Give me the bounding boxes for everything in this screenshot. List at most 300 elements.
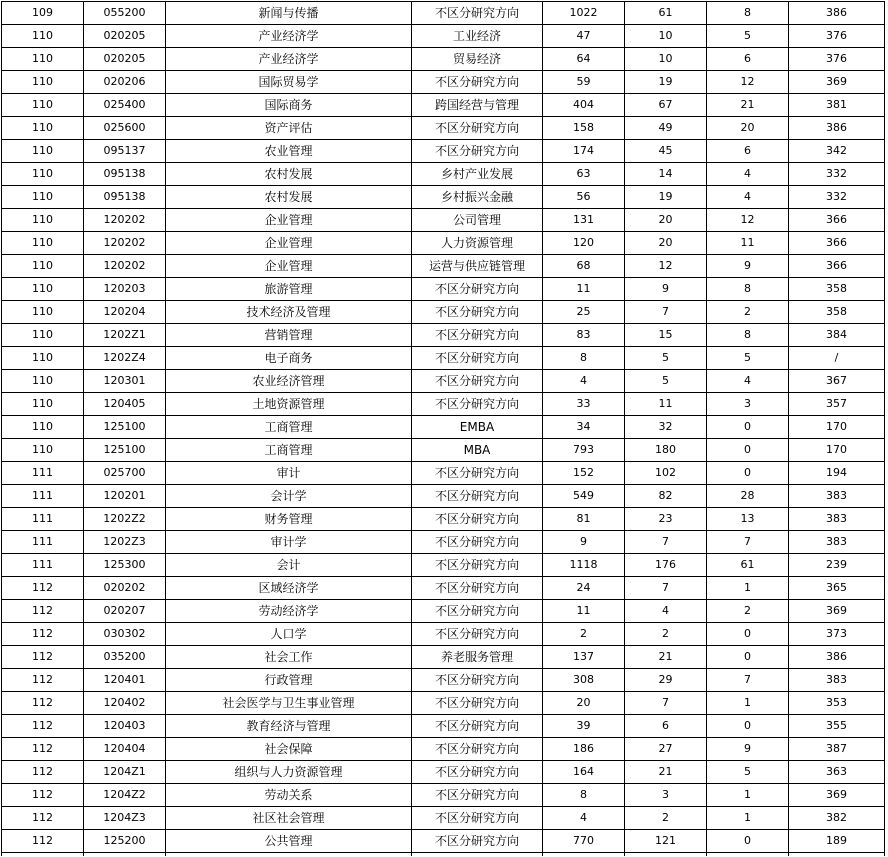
unit-code-cell: 111 — [2, 462, 84, 485]
major-name-cell: 土地资源管理 — [166, 393, 412, 416]
exempt-cell: 4 — [707, 370, 789, 393]
exempt-cell: 0 — [707, 830, 789, 853]
exempt-cell: 1 — [707, 692, 789, 715]
table-row — [2, 646, 885, 669]
applicants-cell: 39 — [543, 715, 625, 738]
applicants-cell: 793 — [543, 439, 625, 462]
research-direction-cell: 不区分研究方向 — [412, 738, 543, 761]
major-name-cell: 人口学 — [166, 623, 412, 646]
exempt-cell: 1 — [707, 784, 789, 807]
exempt-cell: 0 — [707, 439, 789, 462]
table-row — [2, 623, 885, 646]
research-direction-cell: 不区分研究方向 — [412, 669, 543, 692]
major-code-cell: 025400 — [84, 94, 166, 117]
admitted-cell: 61 — [625, 2, 707, 25]
admitted-cell: 7 — [625, 531, 707, 554]
applicants-cell: 4 — [543, 807, 625, 830]
major-name-cell: 行政管理 — [166, 669, 412, 692]
applicants-cell: 120 — [543, 232, 625, 255]
unit-code-cell: 112 — [2, 784, 84, 807]
major-code-cell: 095138 — [84, 163, 166, 186]
unit-code-cell: 110 — [2, 71, 84, 94]
cutoff-score-cell: 367 — [789, 370, 885, 393]
table-row — [2, 25, 885, 48]
cutoff-score-cell: 353 — [789, 692, 885, 715]
exempt-cell: 0 — [707, 715, 789, 738]
admitted-cell: 180 — [625, 439, 707, 462]
exempt-cell: 1 — [707, 807, 789, 830]
cutoff-score-cell: 383 — [789, 508, 885, 531]
admitted-cell: 10 — [625, 25, 707, 48]
major-code-cell: 120204 — [84, 301, 166, 324]
applicants-cell: 186 — [543, 738, 625, 761]
admitted-cell: 4 — [625, 600, 707, 623]
exempt-cell: 5 — [707, 25, 789, 48]
table-row — [2, 715, 885, 738]
research-direction-cell: 不区分研究方向 — [412, 830, 543, 853]
major-name-cell: 农村发展 — [166, 163, 412, 186]
admitted-cell: 15 — [625, 324, 707, 347]
major-code-cell: 025600 — [84, 117, 166, 140]
unit-code-cell: 110 — [2, 255, 84, 278]
exempt-cell: 3 — [707, 393, 789, 416]
applicants-cell: 137 — [543, 646, 625, 669]
research-direction-cell: 不区分研究方向 — [412, 715, 543, 738]
major-code-cell: 020202 — [84, 577, 166, 600]
cutoff-score-cell: 384 — [789, 324, 885, 347]
admitted-cell: 27 — [625, 738, 707, 761]
major-name-cell: 营销管理 — [166, 324, 412, 347]
exempt-cell: 28 — [707, 485, 789, 508]
major-code-cell: 025700 — [84, 462, 166, 485]
cutoff-score-cell: 170 — [789, 416, 885, 439]
major-code-cell: 095137 — [84, 140, 166, 163]
exempt-cell: 9 — [707, 255, 789, 278]
applicants-cell: 8 — [543, 347, 625, 370]
exempt-cell: 2 — [707, 301, 789, 324]
research-direction-cell: 不区分研究方向 — [412, 692, 543, 715]
table-row — [2, 508, 885, 531]
research-direction-cell: 不区分研究方向 — [412, 462, 543, 485]
cutoff-score-cell: 386 — [789, 117, 885, 140]
table-row — [2, 554, 885, 577]
admitted-cell: 21 — [625, 761, 707, 784]
applicants-cell: 20 — [543, 692, 625, 715]
exempt-cell: 11 — [707, 232, 789, 255]
admitted-cell: 6 — [625, 715, 707, 738]
major-name-cell: 社会工作 — [166, 646, 412, 669]
cutoff-score-cell: 387 — [789, 738, 885, 761]
table-row — [2, 439, 885, 462]
unit-code-cell: 110 — [2, 393, 84, 416]
major-name-cell: 农业经济管理 — [166, 370, 412, 393]
research-direction-cell: 不区分研究方向 — [412, 554, 543, 577]
unit-code-cell: 111 — [2, 508, 84, 531]
cutoff-score-cell: 363 — [789, 761, 885, 784]
exempt-cell: 5 — [707, 347, 789, 370]
exempt-cell: 2 — [707, 600, 789, 623]
cutoff-score-cell: 366 — [789, 232, 885, 255]
exempt-cell: 20 — [707, 117, 789, 140]
admitted-cell: 7 — [625, 692, 707, 715]
empty-cell — [625, 853, 707, 857]
applicants-cell: 174 — [543, 140, 625, 163]
exempt-cell: 61 — [707, 554, 789, 577]
research-direction-cell: 不区分研究方向 — [412, 485, 543, 508]
applicants-cell: 770 — [543, 830, 625, 853]
applicants-cell: 4 — [543, 370, 625, 393]
unit-code-cell: 110 — [2, 25, 84, 48]
table-row — [2, 347, 885, 370]
admitted-cell: 5 — [625, 370, 707, 393]
table-row — [2, 738, 885, 761]
major-code-cell: 120403 — [84, 715, 166, 738]
exempt-cell: 0 — [707, 462, 789, 485]
table-row — [2, 807, 885, 830]
empty-cell — [789, 853, 885, 857]
applicants-cell: 2 — [543, 623, 625, 646]
exempt-cell: 0 — [707, 416, 789, 439]
cutoff-score-cell: 355 — [789, 715, 885, 738]
applicants-cell: 56 — [543, 186, 625, 209]
cutoff-score-cell: 376 — [789, 25, 885, 48]
empty-cell — [707, 853, 789, 857]
table-row — [2, 600, 885, 623]
major-name-cell: 劳动关系 — [166, 784, 412, 807]
exempt-cell: 13 — [707, 508, 789, 531]
research-direction-cell: 乡村产业发展 — [412, 163, 543, 186]
major-name-cell: 财务管理 — [166, 508, 412, 531]
research-direction-cell: 乡村振兴金融 — [412, 186, 543, 209]
major-code-cell: 120202 — [84, 255, 166, 278]
cutoff-score-cell: 366 — [789, 209, 885, 232]
major-name-cell: 社区社会管理 — [166, 807, 412, 830]
table-row — [2, 485, 885, 508]
exempt-cell: 8 — [707, 2, 789, 25]
unit-code-cell: 110 — [2, 301, 84, 324]
admitted-cell: 82 — [625, 485, 707, 508]
admitted-cell: 9 — [625, 278, 707, 301]
major-code-cell: 120401 — [84, 669, 166, 692]
exempt-cell: 0 — [707, 646, 789, 669]
exempt-cell: 4 — [707, 163, 789, 186]
cutoff-score-cell: 194 — [789, 462, 885, 485]
major-name-cell: 企业管理 — [166, 209, 412, 232]
unit-code-cell: 112 — [2, 830, 84, 853]
research-direction-cell: 跨国经营与管理 — [412, 94, 543, 117]
applicants-cell: 158 — [543, 117, 625, 140]
cutoff-score-cell: 358 — [789, 278, 885, 301]
admitted-cell: 5 — [625, 347, 707, 370]
cutoff-score-cell: 383 — [789, 669, 885, 692]
exempt-cell: 12 — [707, 71, 789, 94]
admitted-cell: 19 — [625, 71, 707, 94]
table-row — [2, 393, 885, 416]
major-code-cell: 120201 — [84, 485, 166, 508]
applicants-cell: 131 — [543, 209, 625, 232]
admitted-cell: 12 — [625, 255, 707, 278]
major-code-cell: 120202 — [84, 209, 166, 232]
unit-code-cell: 112 — [2, 715, 84, 738]
admitted-cell: 2 — [625, 807, 707, 830]
unit-code-cell: 112 — [2, 623, 84, 646]
major-name-cell: 农村发展 — [166, 186, 412, 209]
cutoff-score-cell: 381 — [789, 94, 885, 117]
major-name-cell: 技术经济及管理 — [166, 301, 412, 324]
empty-cell — [543, 853, 625, 857]
admitted-cell: 45 — [625, 140, 707, 163]
research-direction-cell: 不区分研究方向 — [412, 393, 543, 416]
major-code-cell: 120404 — [84, 738, 166, 761]
major-code-cell: 095138 — [84, 186, 166, 209]
admitted-cell: 19 — [625, 186, 707, 209]
table-row — [2, 71, 885, 94]
major-code-cell: 1204Z2 — [84, 784, 166, 807]
research-direction-cell: 不区分研究方向 — [412, 278, 543, 301]
unit-code-cell: 111 — [2, 554, 84, 577]
major-code-cell: 120402 — [84, 692, 166, 715]
applicants-cell: 33 — [543, 393, 625, 416]
exempt-cell: 5 — [707, 761, 789, 784]
major-name-cell: 社会医学与卫生事业管理 — [166, 692, 412, 715]
research-direction-cell: 不区分研究方向 — [412, 807, 543, 830]
major-name-cell: 旅游管理 — [166, 278, 412, 301]
admitted-cell: 21 — [625, 646, 707, 669]
major-name-cell: 电子商务 — [166, 347, 412, 370]
admitted-cell: 49 — [625, 117, 707, 140]
exempt-cell: 6 — [707, 140, 789, 163]
major-name-cell: 区域经济学 — [166, 577, 412, 600]
research-direction-cell: 人力资源管理 — [412, 232, 543, 255]
major-name-cell: 产业经济学 — [166, 25, 412, 48]
cutoff-score-cell: 332 — [789, 163, 885, 186]
research-direction-cell: 不区分研究方向 — [412, 301, 543, 324]
unit-code-cell: 111 — [2, 485, 84, 508]
applicants-cell: 68 — [543, 255, 625, 278]
admitted-cell: 7 — [625, 577, 707, 600]
admitted-cell: 7 — [625, 301, 707, 324]
unit-code-cell: 110 — [2, 48, 84, 71]
cutoff-score-cell: 170 — [789, 439, 885, 462]
table-row — [2, 140, 885, 163]
applicants-cell: 34 — [543, 416, 625, 439]
applicants-cell: 59 — [543, 71, 625, 94]
major-name-cell: 会计学 — [166, 485, 412, 508]
table-row — [2, 761, 885, 784]
research-direction-cell: 不区分研究方向 — [412, 784, 543, 807]
major-name-cell: 企业管理 — [166, 232, 412, 255]
table-row — [2, 186, 885, 209]
admitted-cell: 20 — [625, 209, 707, 232]
unit-code-cell: 112 — [2, 738, 84, 761]
major-name-cell: 公共管理 — [166, 830, 412, 853]
table-row — [2, 577, 885, 600]
applicants-cell: 81 — [543, 508, 625, 531]
unit-code-cell: 112 — [2, 761, 84, 784]
research-direction-cell: 运营与供应链管理 — [412, 255, 543, 278]
table-row — [2, 48, 885, 71]
unit-code-cell: 112 — [2, 669, 84, 692]
unit-code-cell: 110 — [2, 186, 84, 209]
research-direction-cell: 不区分研究方向 — [412, 623, 543, 646]
research-direction-cell: 公司管理 — [412, 209, 543, 232]
major-name-cell: 教育经济与管理 — [166, 715, 412, 738]
major-code-cell: 125100 — [84, 416, 166, 439]
applicants-cell: 47 — [543, 25, 625, 48]
major-code-cell: 020205 — [84, 48, 166, 71]
exempt-cell: 21 — [707, 94, 789, 117]
unit-code-cell: 112 — [2, 646, 84, 669]
research-direction-cell: EMBA — [412, 416, 543, 439]
research-direction-cell: 养老服务管理 — [412, 646, 543, 669]
unit-code-cell: 112 — [2, 600, 84, 623]
major-code-cell: 125100 — [84, 439, 166, 462]
unit-code-cell: 112 — [2, 807, 84, 830]
unit-code-cell: 112 — [2, 692, 84, 715]
unit-code-cell: 110 — [2, 278, 84, 301]
research-direction-cell: 不区分研究方向 — [412, 761, 543, 784]
cutoff-score-cell: 342 — [789, 140, 885, 163]
admitted-cell: 32 — [625, 416, 707, 439]
research-direction-cell: 不区分研究方向 — [412, 347, 543, 370]
major-code-cell: 1202Z1 — [84, 324, 166, 347]
table-row — [2, 2, 885, 25]
research-direction-cell: 不区分研究方向 — [412, 71, 543, 94]
major-code-cell: 1202Z4 — [84, 347, 166, 370]
cutoff-score-cell: 358 — [789, 301, 885, 324]
applicants-cell: 1118 — [543, 554, 625, 577]
table-row-cutoff — [2, 853, 885, 857]
research-direction-cell: 工业经济 — [412, 25, 543, 48]
admitted-cell: 121 — [625, 830, 707, 853]
cutoff-score-cell: 239 — [789, 554, 885, 577]
table-row — [2, 416, 885, 439]
admitted-cell: 102 — [625, 462, 707, 485]
unit-code-cell: 112 — [2, 577, 84, 600]
applicants-cell: 25 — [543, 301, 625, 324]
unit-code-cell: 110 — [2, 439, 84, 462]
admitted-cell: 2 — [625, 623, 707, 646]
major-code-cell: 120405 — [84, 393, 166, 416]
research-direction-cell: 不区分研究方向 — [412, 531, 543, 554]
table-row — [2, 324, 885, 347]
applicants-cell: 8 — [543, 784, 625, 807]
applicants-cell: 164 — [543, 761, 625, 784]
major-code-cell: 125300 — [84, 554, 166, 577]
major-code-cell: 125200 — [84, 830, 166, 853]
exempt-cell: 1 — [707, 577, 789, 600]
major-name-cell: 企业管理 — [166, 255, 412, 278]
cutoff-score-cell: 365 — [789, 577, 885, 600]
admitted-cell: 20 — [625, 232, 707, 255]
cutoff-score-cell: 373 — [789, 623, 885, 646]
unit-code-cell: 110 — [2, 140, 84, 163]
unit-code-cell: 109 — [2, 2, 84, 25]
table-row — [2, 232, 885, 255]
research-direction-cell: 不区分研究方向 — [412, 577, 543, 600]
cutoff-score-cell: 386 — [789, 646, 885, 669]
empty-cell — [2, 853, 84, 857]
exempt-cell: 6 — [707, 48, 789, 71]
applicants-cell: 24 — [543, 577, 625, 600]
major-code-cell: 120203 — [84, 278, 166, 301]
exempt-cell: 8 — [707, 278, 789, 301]
admissions-table — [1, 1, 885, 856]
exempt-cell: 7 — [707, 531, 789, 554]
cutoff-score-cell: / — [789, 347, 885, 370]
cutoff-score-cell: 332 — [789, 186, 885, 209]
empty-cell — [166, 853, 412, 857]
applicants-cell: 1022 — [543, 2, 625, 25]
major-name-cell: 农业管理 — [166, 140, 412, 163]
research-direction-cell: 不区分研究方向 — [412, 370, 543, 393]
cutoff-score-cell: 369 — [789, 784, 885, 807]
major-name-cell: 劳动经济学 — [166, 600, 412, 623]
major-name-cell: 工商管理 — [166, 439, 412, 462]
table-row — [2, 255, 885, 278]
applicants-cell: 152 — [543, 462, 625, 485]
research-direction-cell: MBA — [412, 439, 543, 462]
major-code-cell: 1202Z3 — [84, 531, 166, 554]
empty-cell — [84, 853, 166, 857]
exempt-cell: 0 — [707, 623, 789, 646]
unit-code-cell: 110 — [2, 370, 84, 393]
exempt-cell: 7 — [707, 669, 789, 692]
table-row — [2, 301, 885, 324]
applicants-cell: 404 — [543, 94, 625, 117]
table-row — [2, 462, 885, 485]
applicants-cell: 11 — [543, 600, 625, 623]
research-direction-cell: 不区分研究方向 — [412, 600, 543, 623]
major-name-cell: 审计学 — [166, 531, 412, 554]
admitted-cell: 14 — [625, 163, 707, 186]
cutoff-score-cell: 369 — [789, 71, 885, 94]
unit-code-cell: 110 — [2, 163, 84, 186]
applicants-cell: 308 — [543, 669, 625, 692]
applicants-cell: 11 — [543, 278, 625, 301]
major-code-cell: 035200 — [84, 646, 166, 669]
major-code-cell: 055200 — [84, 2, 166, 25]
table-row — [2, 117, 885, 140]
major-name-cell: 新闻与传播 — [166, 2, 412, 25]
exempt-cell: 4 — [707, 186, 789, 209]
table-body — [2, 2, 885, 857]
unit-code-cell: 111 — [2, 531, 84, 554]
major-name-cell: 审计 — [166, 462, 412, 485]
research-direction-cell: 贸易经济 — [412, 48, 543, 71]
major-code-cell: 020207 — [84, 600, 166, 623]
major-code-cell: 020205 — [84, 25, 166, 48]
major-name-cell: 工商管理 — [166, 416, 412, 439]
exempt-cell: 12 — [707, 209, 789, 232]
major-name-cell: 国际商务 — [166, 94, 412, 117]
cutoff-score-cell: 376 — [789, 48, 885, 71]
admitted-cell: 29 — [625, 669, 707, 692]
research-direction-cell: 不区分研究方向 — [412, 2, 543, 25]
table-row — [2, 94, 885, 117]
empty-cell — [412, 853, 543, 857]
major-name-cell: 社会保障 — [166, 738, 412, 761]
admitted-cell: 3 — [625, 784, 707, 807]
cutoff-score-cell: 189 — [789, 830, 885, 853]
table-row — [2, 669, 885, 692]
applicants-cell: 63 — [543, 163, 625, 186]
unit-code-cell: 110 — [2, 209, 84, 232]
unit-code-cell: 110 — [2, 324, 84, 347]
research-direction-cell: 不区分研究方向 — [412, 508, 543, 531]
major-name-cell: 会计 — [166, 554, 412, 577]
admitted-cell: 23 — [625, 508, 707, 531]
